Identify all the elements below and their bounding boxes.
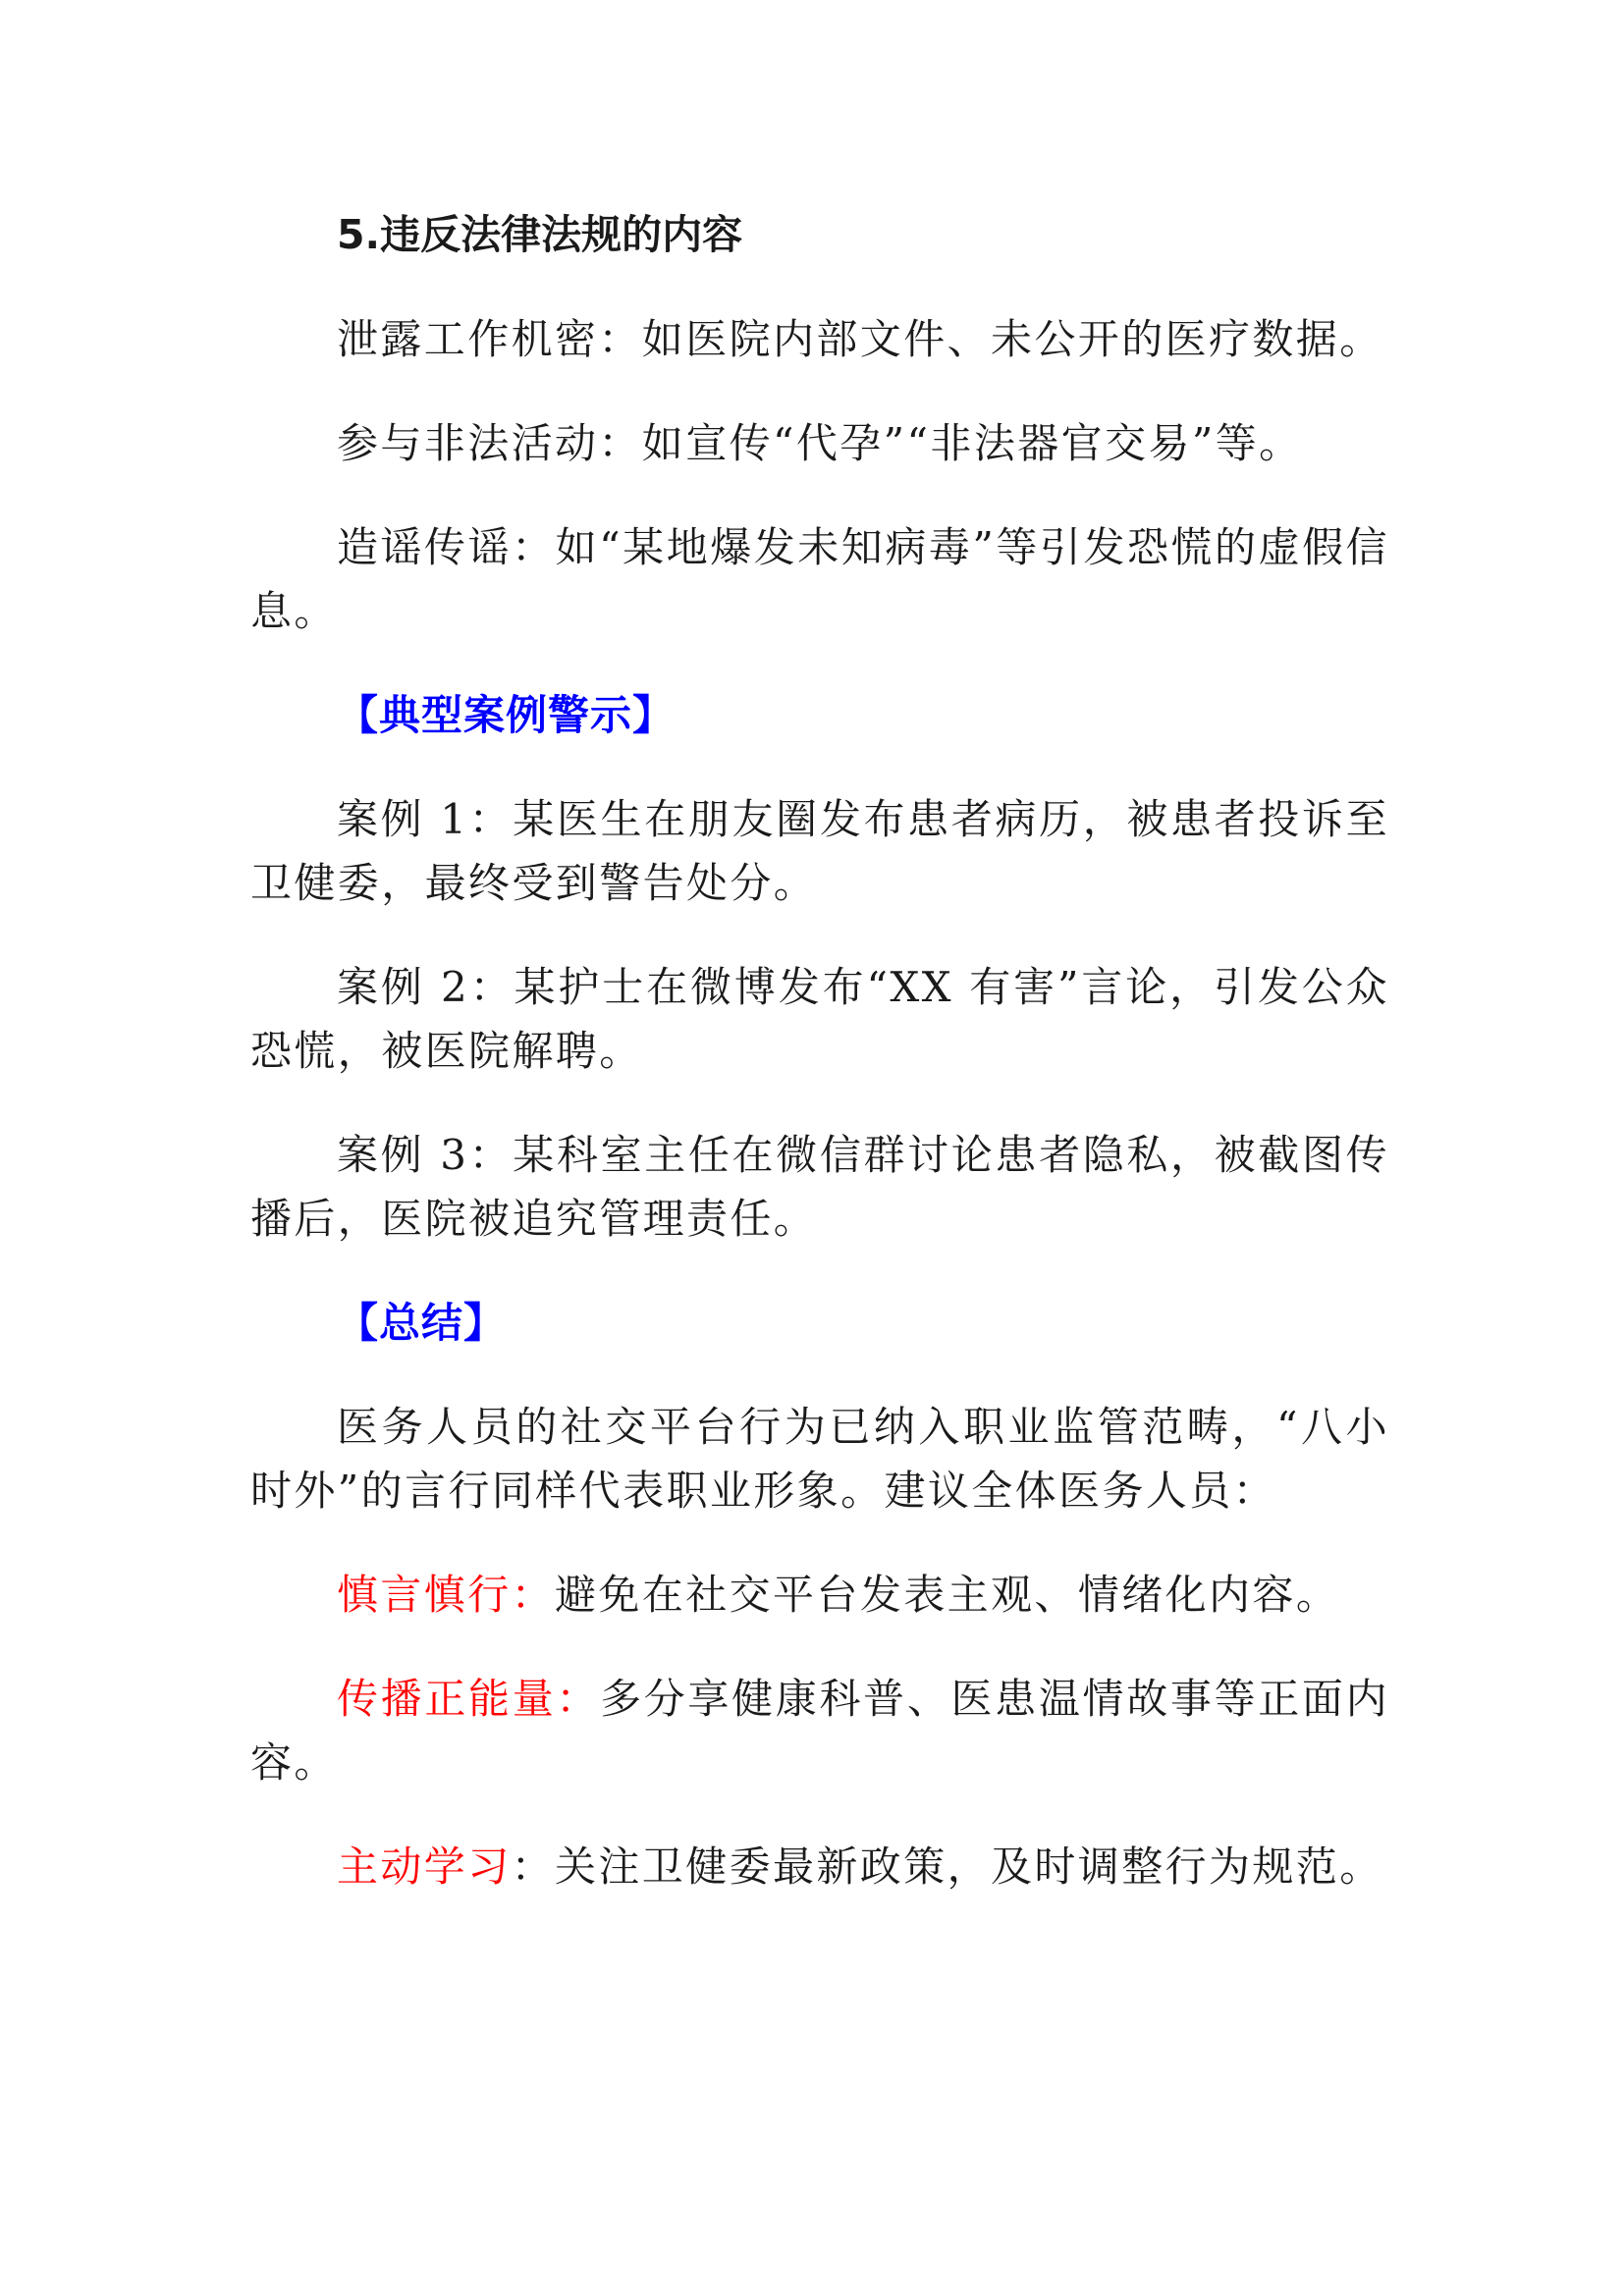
recommendation-item [250,1667,1389,1794]
recommendation-text: ：关注卫健委最新政策，及时调整行为规范。 [511,1842,1383,1891]
violation-item: 参与非法活动：如宣传“代孕”“非法器官交易”等。 [337,419,1303,467]
section-title: 5.违反法律法规的内容 [337,211,743,258]
case-item: 案例 2：某护士在微博发布“XX 有害”言论，引发公众恐慌，被医院解聘。 [250,963,1389,1075]
violation-item: 造谣传谣：如“某地爆发未知病毒”等引发恐慌的虚假信息。 [250,523,1389,635]
recommendation-item [250,1563,1389,1627]
recommendation-label: 主动学习 [337,1842,512,1891]
summary-heading: 【总结】 [337,1299,507,1347]
case-item: 案例 3：某科室主任在微信群讨论患者隐私，被截图传播后，医院被追究管理责任。 [250,1131,1389,1243]
violation-item: 泄露工作机密：如医院内部文件、未公开的医疗数据。 [337,315,1383,363]
recommendation-text: 多分享健康科普、医患温情故事等正面内容。 [250,1675,1390,1787]
recommendation-label: 慎言慎行： [337,1571,556,1619]
summary-paragraph: 医务人员的社交平台行为已纳入职业监管范畴，“八小时外”的言行同样代表职业形象。建议全体医务人员： [250,1403,1389,1515]
document-page [250,203,1389,1898]
recommendation-label: 传播正能量： [337,1675,601,1723]
case-item: 案例 1：某医生在朋友圈发布患者病历，被患者投诉至卫健委，最终受到警告处分。 [250,795,1389,907]
recommendation-text: 避免在社交平台发表主观、情绪化内容。 [555,1571,1340,1619]
cases-heading: 【典型案例警示】 [337,691,676,739]
recommendation-item [250,1835,1389,1898]
